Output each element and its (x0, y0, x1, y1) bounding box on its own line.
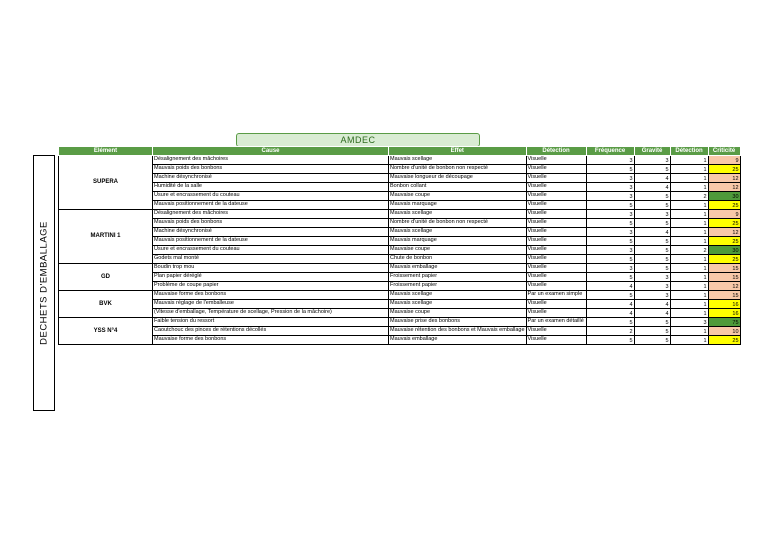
criticite-cell: 12 (708, 228, 740, 237)
criticite-cell: 25 (708, 219, 740, 228)
detection-score-cell: 1 (670, 219, 708, 228)
cause-cell: Désalignement des mâchoires (153, 210, 389, 219)
table-row (59, 165, 741, 174)
gravite-cell: 5 (634, 201, 670, 210)
col-header-effet: Effet (389, 147, 527, 156)
table-row (59, 273, 741, 282)
detection-score-cell: 1 (670, 255, 708, 264)
effet-cell: Mauvais scellage (389, 300, 527, 309)
element-cell: BVK (59, 291, 153, 318)
effet-cell: Mauvais scellage (389, 291, 527, 300)
detection-score-cell: 1 (670, 300, 708, 309)
cause-cell: Machine désynchronisé (153, 174, 389, 183)
gravite-cell: 5 (634, 237, 670, 246)
detection-cell: Visuelle (526, 219, 586, 228)
gravite-cell: 4 (634, 174, 670, 183)
effet-cell: Mauvais scellage (389, 156, 527, 165)
detection-cell: Visuelle (526, 192, 586, 201)
effet-cell: Mauvaise coupe (389, 246, 527, 255)
detection-score-cell: 1 (670, 201, 708, 210)
detection-cell: Visuelle (526, 327, 586, 336)
cause-cell: Godets mal monté (153, 255, 389, 264)
col-header-detection-method: Détection (526, 147, 586, 156)
detection-cell: Visuelle (526, 165, 586, 174)
criticite-cell: 16 (708, 309, 740, 318)
detection-cell: Visuelle (526, 174, 586, 183)
table-row (59, 291, 741, 300)
detection-cell: Visuelle (526, 300, 586, 309)
criticite-cell: 16 (708, 300, 740, 309)
cause-cell: (Vitesse d'emballage, Température de scellage, Pression de la mâchoire) (153, 309, 389, 318)
table-row (59, 246, 741, 255)
table-row (59, 201, 741, 210)
criticite-cell: 12 (708, 282, 740, 291)
page-title: AMDEC (236, 133, 480, 147)
criticite-cell: 12 (708, 183, 740, 192)
col-header-gravite: Gravité (634, 147, 670, 156)
detection-cell: Visuelle (526, 336, 586, 345)
table-row (59, 192, 741, 201)
frequence-cell: 3 (586, 246, 634, 255)
detection-score-cell: 1 (670, 273, 708, 282)
cause-cell: Mauvais poids des bonbons (153, 219, 389, 228)
effet-cell: Mauvais emballage (389, 264, 527, 273)
cause-cell: Usure et encrassement du couteau (153, 246, 389, 255)
gravite-cell: 3 (634, 291, 670, 300)
detection-cell: Par un examen détaillé (526, 318, 586, 327)
effet-cell: Froissement papier (389, 282, 527, 291)
frequence-cell: 5 (586, 318, 634, 327)
detection-score-cell: 1 (670, 237, 708, 246)
criticite-cell: 25 (708, 336, 740, 345)
gravite-cell: 5 (634, 264, 670, 273)
detection-score-cell: 1 (670, 327, 708, 336)
frequence-cell: 5 (586, 255, 634, 264)
effet-cell: Mauvais emballage (389, 336, 527, 345)
effet-cell: Nombre d'unité de bonbon non respecté (389, 165, 527, 174)
col-header-element: Elément (59, 147, 153, 156)
gravite-cell: 4 (634, 300, 670, 309)
criticite-cell: 25 (708, 201, 740, 210)
detection-score-cell: 1 (670, 336, 708, 345)
gravite-cell: 3 (634, 282, 670, 291)
criticite-cell: 9 (708, 156, 740, 165)
table-row (59, 183, 741, 192)
detection-cell: Visuelle (526, 264, 586, 273)
frequence-cell: 5 (586, 273, 634, 282)
criticite-cell: 75 (708, 318, 740, 327)
frequence-cell: 3 (586, 183, 634, 192)
detection-cell: Visuelle (526, 273, 586, 282)
detection-score-cell: 1 (670, 165, 708, 174)
detection-score-cell: 2 (670, 192, 708, 201)
criticite-cell: 30 (708, 246, 740, 255)
gravite-cell: 3 (634, 273, 670, 282)
gravite-cell: 5 (634, 318, 670, 327)
detection-score-cell: 1 (670, 282, 708, 291)
gravite-cell: 5 (634, 192, 670, 201)
criticite-cell: 15 (708, 291, 740, 300)
gravite-cell: 5 (634, 165, 670, 174)
effet-cell: Mauvaise coupe (389, 192, 527, 201)
table-row (59, 264, 741, 273)
element-cell: SUPERA (59, 156, 153, 210)
gravite-cell: 4 (634, 309, 670, 318)
detection-cell: Visuelle (526, 183, 586, 192)
cause-cell: Boudin trop mou (153, 264, 389, 273)
criticite-cell: 25 (708, 255, 740, 264)
cause-cell: Désalignement des mâchoires (153, 156, 389, 165)
cause-cell: Plan papier déréglé (153, 273, 389, 282)
side-label-box (33, 155, 55, 411)
col-header-cause: Cause (153, 147, 389, 156)
frequence-cell: 5 (586, 219, 634, 228)
table-row (59, 309, 741, 318)
frequence-cell: 3 (586, 192, 634, 201)
detection-score-cell: 1 (670, 264, 708, 273)
frequence-cell: 3 (586, 174, 634, 183)
detection-cell: Visuelle (526, 156, 586, 165)
effet-cell: Mauvais scellage (389, 210, 527, 219)
cause-cell: Mauvais poids des bonbons (153, 165, 389, 174)
gravite-cell: 4 (634, 183, 670, 192)
col-header-frequence: Fréquence (586, 147, 634, 156)
gravite-cell: 3 (634, 210, 670, 219)
effet-cell: Bonbon collant (389, 183, 527, 192)
table-row (59, 255, 741, 264)
frequence-cell: 5 (586, 291, 634, 300)
gravite-cell: 4 (634, 228, 670, 237)
frequence-cell: 2 (586, 327, 634, 336)
frequence-cell: 4 (586, 309, 634, 318)
frequence-cell: 5 (586, 201, 634, 210)
cause-cell: Mauvaise forme des bonbons (153, 291, 389, 300)
detection-cell: Visuelle (526, 309, 586, 318)
element-cell: YSS N°4 (59, 318, 153, 345)
gravite-cell: 3 (634, 156, 670, 165)
cause-cell: Mauvais positionnement de la dateuse (153, 237, 389, 246)
detection-score-cell: 1 (670, 156, 708, 165)
cause-cell: Humidité de la salle (153, 183, 389, 192)
detection-cell: Visuelle (526, 246, 586, 255)
table-row (59, 237, 741, 246)
criticite-cell: 15 (708, 273, 740, 282)
header-row (59, 147, 741, 156)
cause-cell: Mauvais positionnement de la dateuse (153, 201, 389, 210)
table-body (59, 156, 741, 345)
frequence-cell: 5 (586, 237, 634, 246)
effet-cell: Mauvais scellage (389, 228, 527, 237)
table-row (59, 336, 741, 345)
criticite-cell: 12 (708, 174, 740, 183)
criticite-cell: 25 (708, 237, 740, 246)
gravite-cell: 5 (634, 336, 670, 345)
table-row (59, 318, 741, 327)
table-row (59, 228, 741, 237)
criticite-cell: 9 (708, 210, 740, 219)
cause-cell: Mauvaise forme des bonbons (153, 336, 389, 345)
side-label: DECHETS D'EMBALLAGE (38, 221, 50, 345)
effet-cell: Froissement papier (389, 273, 527, 282)
cause-cell: Problème de coupe papier (153, 282, 389, 291)
detection-cell: Visuelle (526, 237, 586, 246)
detection-cell: Visuelle (526, 282, 586, 291)
detection-score-cell: 1 (670, 174, 708, 183)
table-row (59, 327, 741, 336)
table-row (59, 210, 741, 219)
effet-cell: Nombre d'unité de bonbon non respecté (389, 219, 527, 228)
detection-cell: Visuelle (526, 228, 586, 237)
cause-cell: Mauvais réglage de l'emballeuse (153, 300, 389, 309)
frequence-cell: 4 (586, 300, 634, 309)
table-row (59, 156, 741, 165)
detection-score-cell: 1 (670, 291, 708, 300)
frequence-cell: 5 (586, 165, 634, 174)
table-row (59, 219, 741, 228)
table-row (59, 174, 741, 183)
criticite-cell: 10 (708, 327, 740, 336)
effet-cell: Mauvaise rétention des bonbons et Mauvais emballage (389, 327, 527, 336)
frequence-cell: 3 (586, 156, 634, 165)
detection-score-cell: 3 (670, 318, 708, 327)
frequence-cell: 3 (586, 264, 634, 273)
cause-cell: Usure et encrassement du couteau (153, 192, 389, 201)
effet-cell: Mauvaise coupe (389, 309, 527, 318)
element-cell: GD (59, 264, 153, 291)
col-header-detection-score: Détection (670, 147, 708, 156)
effet-cell: Mauvaise longueur de découpage (389, 174, 527, 183)
gravite-cell: 5 (634, 219, 670, 228)
cause-cell: Caoutchouc des pinces de rétentions décollés (153, 327, 389, 336)
detection-cell: Visuelle (526, 255, 586, 264)
frequence-cell: 4 (586, 282, 634, 291)
element-cell: MARTINI 1 (59, 210, 153, 264)
effet-cell: Mauvaise prise des bonbons (389, 318, 527, 327)
effet-cell: Chute de bonbon (389, 255, 527, 264)
effet-cell: Mauvais marquage (389, 237, 527, 246)
amdec-table (58, 146, 741, 345)
frequence-cell: 3 (586, 228, 634, 237)
detection-score-cell: 1 (670, 228, 708, 237)
gravite-cell: 5 (634, 246, 670, 255)
detection-cell: Visuelle (526, 210, 586, 219)
frequence-cell: 5 (586, 336, 634, 345)
detection-score-cell: 1 (670, 309, 708, 318)
col-header-criticite: Criticité (708, 147, 740, 156)
criticite-cell: 15 (708, 264, 740, 273)
detection-cell: Par un examen simple (526, 291, 586, 300)
detection-score-cell: 2 (670, 246, 708, 255)
detection-score-cell: 1 (670, 183, 708, 192)
detection-cell: Visuelle (526, 201, 586, 210)
table-row (59, 282, 741, 291)
frequence-cell: 3 (586, 210, 634, 219)
cause-cell: Machine désynchronisé (153, 228, 389, 237)
cause-cell: Faible tension du ressort (153, 318, 389, 327)
detection-score-cell: 1 (670, 210, 708, 219)
gravite-cell: 5 (634, 327, 670, 336)
effet-cell: Mauvais marquage (389, 201, 527, 210)
criticite-cell: 25 (708, 165, 740, 174)
gravite-cell: 5 (634, 255, 670, 264)
criticite-cell: 30 (708, 192, 740, 201)
table-row (59, 300, 741, 309)
